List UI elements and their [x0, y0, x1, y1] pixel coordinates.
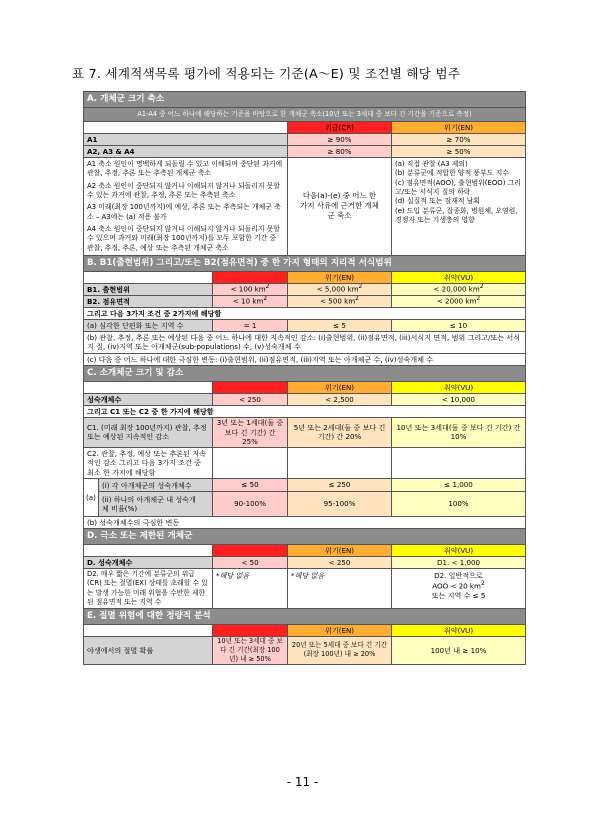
b-a-en: ≤ 5: [288, 319, 392, 331]
category-en-e: 위기(EN): [288, 625, 392, 637]
category-en-b: 위기(EN): [288, 271, 392, 283]
d2-vu-line1: D2. 일반적으로: [434, 571, 483, 581]
a-criterion-a: (a) 직접 관찰 (A3 제외): [395, 160, 468, 168]
c1-cr: 3년 또는 1세대(둘 중 보다 긴 기간) 간 25%: [213, 417, 288, 447]
a-criterion-e: (e) 도입 분류군, 잡종화, 병원체, 오염원, 경쟁자 또는 기생충의 영향: [395, 206, 518, 224]
c2-aii-en: 95-100%: [288, 491, 392, 516]
b-a-cr: = 1: [213, 319, 288, 331]
row-label-a1: A1: [84, 134, 288, 146]
a-criterion-c: (c) 점유면적(AOO), 출현범위(EOO) 그리고/또는 서식지 질의 하락: [395, 178, 521, 196]
b2-cr: < 10 $km^2$: [213, 295, 288, 307]
c2-ai-label: (i) 각 아개체군의 성숙개체수: [99, 479, 205, 492]
c2-aii-label: (ii) 하나의 아개체군 내 성숙개체 비율(%): [99, 492, 205, 517]
category-cr: 위급(CR): [288, 122, 392, 134]
c1-en: 5년 또는 2세대(둘 중 보다 긴 기간) 간 20%: [288, 417, 392, 447]
b-b-text: (b) 관찰, 추정, 추론 또는 예상된 다음 중 어느 하나에 대한 지속적인 감소: (i)출현범위, (ii)점유면적, (iii)서식지 면적, 범위 그리고/또는 서식지 질, (iv)지역 또는 아개체군(sub-populations) 수, (v)성숙개체 수: [84, 331, 526, 353]
category-vu-b: 취약(VU): [392, 271, 526, 283]
c1-label: C1. (미래 최장 100년까지) 관찰, 추정 또는 예상된 지속적인 감소: [84, 417, 213, 447]
section-e-title: E. 절멸 위험에 대한 정량적 분석: [84, 609, 526, 625]
page-number: - 11 -: [286, 775, 319, 789]
category-en-c: 위기(EN): [288, 381, 392, 393]
section-a-subtitle: A1-A4 중 어느 하나에 해당하는 기준을 바탕으로 한 개체군 축소(10년 또는 3세대 중 보다 긴 기간을 기준으로 측정): [84, 108, 526, 122]
row-label-b2: B2. 점유면적: [84, 295, 213, 307]
b-a-vu: ≤ 10: [392, 319, 526, 331]
a1-cr: ≥ 90%: [288, 134, 392, 146]
e-vu: 100년 내 ≥ 10%: [392, 637, 526, 665]
b1-en: < 5,000 $km^2$: [288, 283, 392, 295]
category-vu-d: 취약(VU): [392, 545, 526, 557]
d2-vu: [392, 569, 526, 609]
d2-label: D2. 매우 짧은 기간에 분류군의 위급(CR) 또는 절멸(EX) 상태를 초래할 수 있는 발생 가능한 미래 위협을 수반한 제한된 점유면적 또는 지역 수: [84, 569, 213, 609]
c2-a-label: (a): [84, 479, 99, 516]
criteria-table: [83, 91, 525, 665]
d-row-label: D. 성숙개체수: [84, 557, 213, 569]
b2-en: < 500 $km^2$: [288, 295, 392, 307]
c-row-label: 성숙개체수: [84, 393, 213, 405]
category-en-d: 위기(EN): [288, 545, 392, 557]
b1-vu: < 20,000 $km^2$: [392, 283, 526, 295]
e-cr: 10년 또는 3세대 중 보다 긴 기간(최장 100년) 내 ≥ 50%: [213, 637, 288, 665]
e-row-label: 야생에서의 절멸 확률: [84, 637, 213, 665]
a3-desc: A3 미래(최장 100년까지)에 예상, 추론 또는 추측되는 개체군 축소 – A3에는 (a) 적용 불가: [87, 203, 281, 221]
c2-label: C2. 관찰, 추정, 예상 또는 추론된 지속적인 감소 그리고 다음 3가지 조건 중 최소 한 가지에 해당함: [84, 447, 213, 479]
d2-vu-line2: AOO < 20 $km^2$: [432, 580, 485, 591]
c1-vu: 10년 또는 3세대(둘 중 보다 긴 기간) 간 10%: [392, 417, 526, 447]
b-a-label: (a) 심각한 단편화 또는 지역 수: [84, 319, 213, 331]
a-reason-note: 다음(a)-(e) 중 어느 한 가지 사유에 근거한 개체군 축소: [288, 158, 392, 256]
a1-desc: A1 축소 원인이 명백하게 되돌릴 수 있고 이해되며 중단된 과거에 관찰, 추정, 추론 또는 추측된 개체군 축소: [87, 160, 283, 178]
a2-cr: ≥ 80%: [288, 146, 392, 158]
b-condition: 그리고 다음 3가지 조건 중 2가지에 해당함: [84, 307, 526, 319]
category-vu-c: 취약(VU): [392, 381, 526, 393]
d2-cr: *해당 없음: [213, 569, 288, 609]
a4-desc: A4 축소 원인이 중단되지 않거나 이해되지 않거나 되돌리지 못할 수 있으며 과거와 미래(최장 100년까지)를 모두 포함한 기간 중 관찰, 추정, 추론, 예상 또는 추측된 개체군 축소: [87, 224, 281, 252]
a-description: [84, 158, 288, 256]
e-en: 20년 또는 5세대 중 보다 긴 기간(최장 100년) 내 ≥ 20%: [288, 637, 392, 665]
d-vu: D1. < 1,000: [392, 557, 526, 569]
section-a-title: A. 개체군 크기 축소: [84, 92, 526, 108]
row-label-a2: A2, A3 & A4: [84, 146, 288, 158]
c-cr: < 250: [213, 393, 288, 405]
section-c-title: C. 소개체군 크기 및 감소: [84, 365, 526, 381]
c2-aii-cr: 90-100%: [213, 491, 288, 516]
a2-en: ≥ 50%: [392, 146, 526, 158]
a-criterion-d: (d) 실질적 또는 잠재적 남획: [395, 197, 481, 206]
category-en: 위기(EN): [392, 122, 526, 134]
section-d-title: D. 극소 또는 제한된 개체군: [84, 529, 526, 545]
c-condition: 그리고 C1 또는 C2 중 한 가지에 해당함: [84, 405, 526, 417]
b1-cr: < 100 $km^2$: [213, 283, 288, 295]
c2-ai-cr: ≤ 50: [213, 479, 288, 492]
d2-en: *해당 없음: [288, 569, 392, 609]
b2-vu: < 2000 $km^2$: [392, 295, 526, 307]
c2-b-text: (b) 성숙개체수의 극심한 변동: [84, 517, 526, 529]
category-vu-e: 취약(VU): [392, 625, 526, 637]
a1-en: ≥ 70%: [392, 134, 526, 146]
a-criteria-list: [392, 158, 526, 256]
d2-vu-line3: 또는 지역 수 ≤ 5: [431, 590, 486, 600]
d-en: < 250: [288, 557, 392, 569]
b-c-text: (c) 다음 중 어느 하나에 대한 극심한 변동: (i)출현범위, (ii)점유면적, (iii)지역 또는 아개체군 수, (iv)성숙개체 수: [84, 353, 526, 365]
section-b-title: B. B1(출현범위) 그리고/또는 B2(점유면적) 중 한 가지 형태의 지리적 서식범위: [84, 255, 526, 271]
c-vu: < 10,000: [392, 393, 526, 405]
d-cr: < 50: [213, 557, 288, 569]
a2-desc: A2 축소 원인이 중단되지 않거나 이해되지 않거나 되돌리지 못할 수 있는 과거에 관찰, 추정, 추론 또는 추측된 축소: [87, 181, 281, 199]
row-label-b1: B1. 출현범위: [84, 283, 213, 295]
c2-ai-vu: ≤ 1,000: [392, 479, 526, 492]
table-title: 표 7. 세계적색목록 평가에 적용되는 기준(A～E) 및 조건별 해당 범주: [72, 66, 461, 81]
c2-ai-en: ≤ 250: [288, 479, 392, 492]
c2-aii-vu: 100%: [392, 491, 526, 516]
a-criterion-b: (b) 분류군에 적합한 양적 풍부도 지수: [395, 169, 509, 178]
c-en: < 2,500: [288, 393, 392, 405]
